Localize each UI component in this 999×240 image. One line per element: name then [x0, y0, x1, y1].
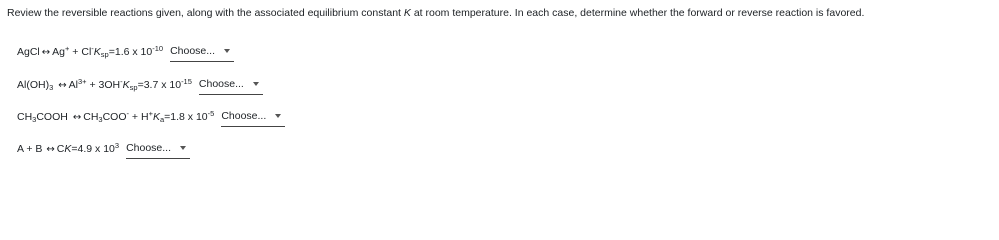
reaction-row-1	[17, 40, 234, 62]
k-value: =1.6 x 10	[108, 46, 153, 58]
plus-term: + 3OH	[86, 79, 121, 91]
reactant: A + B	[17, 143, 43, 155]
equilibrium-arrow-icon: ↔	[58, 80, 67, 91]
k-value: =3.7 x 10	[137, 79, 182, 91]
select-placeholder: Choose...	[126, 141, 172, 154]
product-a-subscript: 3	[98, 115, 103, 124]
reaction-row-3	[17, 105, 285, 127]
reaction-equation-1	[17, 46, 163, 62]
reaction-equation-3	[17, 111, 214, 127]
k-exponent: -15	[181, 77, 192, 86]
caret-down-icon	[275, 114, 281, 118]
reactant: Al(OH)	[17, 79, 50, 91]
product-a-tail: COO	[102, 111, 127, 123]
plus-term: + H	[129, 111, 149, 123]
reactant-tail: COOH	[36, 111, 68, 123]
k-subscript: sp	[100, 50, 109, 59]
reactant-subscript: 3	[49, 83, 54, 92]
product-a: Al	[68, 79, 78, 91]
product-a-charge: -	[126, 109, 129, 118]
k-subscript: a	[159, 115, 165, 124]
product-b-charge: -	[91, 44, 94, 53]
product-a-charge: 3+	[78, 77, 87, 86]
reactant: AgCl	[17, 46, 40, 58]
k-value: =1.8 x 10	[164, 111, 208, 123]
k-exponent: -10	[152, 44, 164, 53]
product-b: Cl	[81, 46, 92, 58]
reaction-row-4	[17, 137, 190, 159]
product-a: CH	[83, 111, 99, 123]
k-label: K	[64, 143, 72, 155]
product-a-charge: +	[65, 44, 70, 53]
answer-select-1[interactable]	[170, 43, 234, 62]
reactant: CH	[17, 111, 33, 123]
equilibrium-arrow-icon: ↔	[41, 47, 51, 58]
product-a: Ag	[52, 46, 65, 58]
select-placeholder: Choose...	[221, 109, 267, 122]
reaction-equation-4	[17, 143, 119, 159]
caret-down-icon	[180, 146, 186, 150]
product-b-charge: +	[148, 109, 153, 118]
answer-select-2[interactable]	[199, 76, 263, 95]
select-placeholder: Choose...	[198, 77, 244, 90]
k-exponent: 3	[114, 141, 120, 150]
select-placeholder: Choose...	[170, 44, 216, 57]
product-b-charge: -	[120, 77, 123, 86]
k-label: K	[122, 79, 130, 91]
k-subscript: sp	[129, 83, 138, 92]
product-a: C	[56, 143, 65, 155]
intro-text-before: Review the reversible reactions given, along with the associated equilibrium constant	[7, 7, 404, 19]
k-exponent: -5	[207, 109, 215, 118]
intro-text-after: at room temperature. In each case, determine whether the forward or reverse reaction is favored.	[410, 7, 865, 19]
plus-sign: +	[69, 46, 82, 58]
k-symbol: K	[403, 7, 411, 19]
k-label: K	[93, 46, 101, 58]
equilibrium-arrow-icon: ↔	[72, 112, 82, 123]
answer-select-4[interactable]	[126, 140, 190, 159]
equilibrium-arrow-icon: ↔	[46, 144, 55, 155]
caret-down-icon	[253, 82, 259, 86]
question-intro	[7, 6, 864, 20]
k-value: =4.9 x 10	[71, 143, 115, 155]
reaction-equation-2	[17, 79, 192, 95]
caret-down-icon	[224, 49, 230, 53]
answer-select-3[interactable]	[221, 108, 285, 127]
reaction-row-2	[17, 73, 263, 95]
k-label: K	[152, 111, 160, 123]
reactant-subscript: 3	[32, 115, 37, 124]
